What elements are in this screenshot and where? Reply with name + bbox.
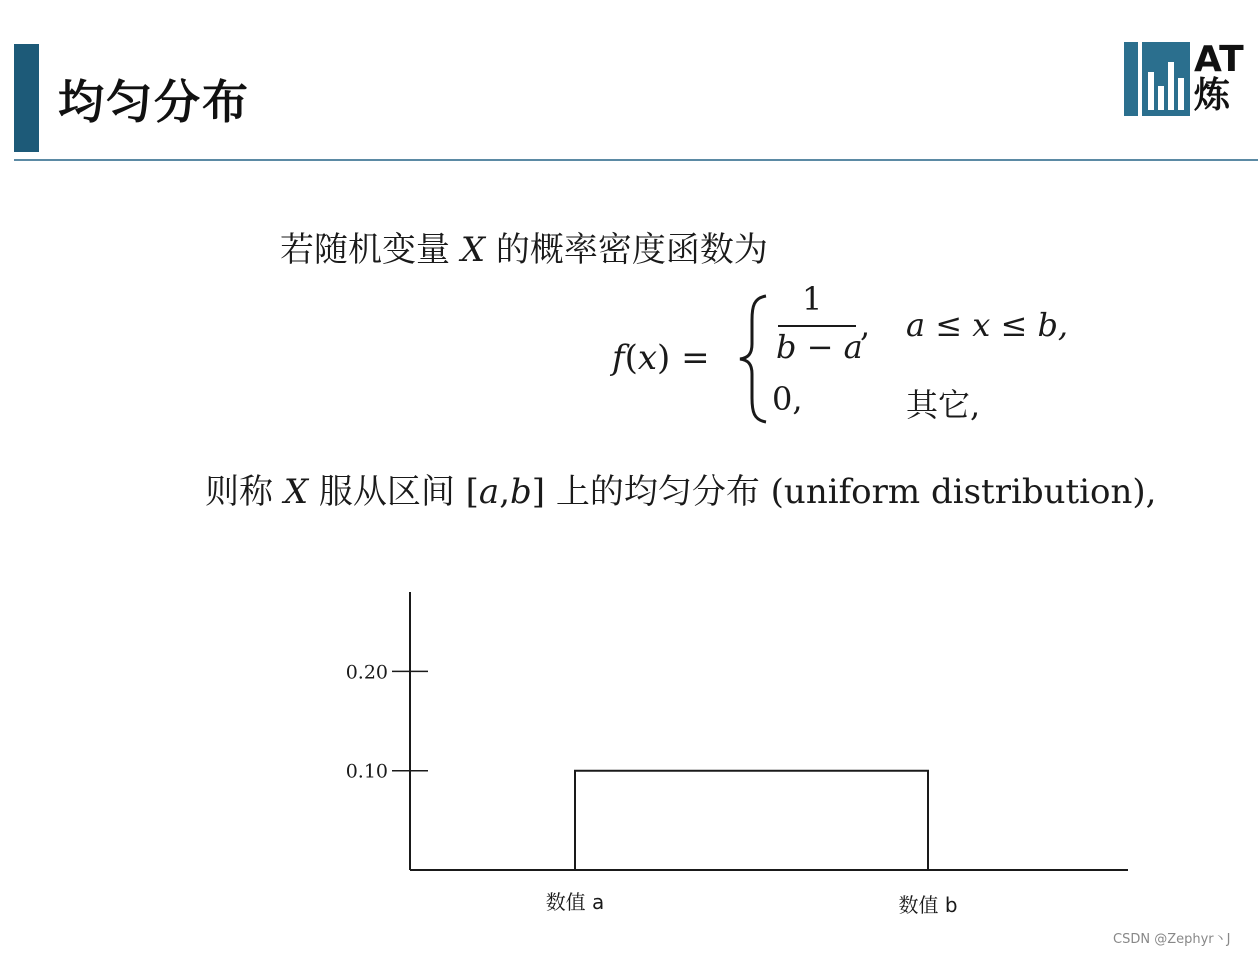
intro-sentence [280, 222, 768, 271]
density-rectangle [575, 771, 928, 870]
fraction-bar [778, 325, 856, 327]
formula-lhs [612, 338, 710, 378]
density-formula [612, 280, 1092, 430]
x-tick-label: 数值 a [545, 890, 605, 914]
logo-text-top: AT [1194, 40, 1244, 80]
fraction-denominator: b − a [776, 328, 863, 366]
conclusion-prefix: 则称 [205, 472, 273, 512]
formula-open-paren: ( [624, 338, 638, 378]
interval-comma: , [499, 472, 511, 512]
conclusion-variable: X [283, 472, 309, 512]
logo-text-bottom: 炼 [1194, 75, 1231, 116]
formula-x: x [637, 338, 658, 378]
intro-variable: X [460, 230, 486, 270]
case2-value: 0, [772, 380, 803, 418]
conclusion-suffix: 上的均匀分布 (uniform distribution), [555, 472, 1157, 512]
y-tick-label: 0.20 [345, 661, 388, 684]
logo-mark-icon [1124, 42, 1190, 116]
intro-suffix: 的概率密度函数为 [495, 230, 768, 270]
fraction-numerator: 1 [802, 280, 823, 318]
conclusion-sentence [205, 464, 1156, 513]
left-brace-icon [732, 294, 772, 424]
title-divider [14, 159, 1258, 161]
y-tick-label: 0.10 [345, 760, 388, 783]
x-tick-label: 数值 b [898, 893, 958, 917]
case1-comma: , [860, 306, 871, 344]
title-accent-bar [14, 44, 39, 152]
conclusion-mid: 服从区间 [318, 472, 455, 512]
formula-close-paren-equals: ) = [657, 338, 710, 378]
watermark: CSDN @Zephyr丶J [1113, 932, 1231, 947]
slide-title: 均匀分布 [58, 75, 250, 129]
uniform-density-chart [330, 580, 1150, 930]
interval-a: a [478, 472, 500, 512]
case1-condition: a ≤ x ≤ b, [906, 306, 1069, 344]
case2-condition: 其它, [906, 386, 981, 424]
interval-open: [ [465, 472, 479, 512]
interval-close: ] [531, 472, 546, 512]
interval-b: b [510, 472, 532, 512]
logo [1124, 40, 1258, 120]
formula-f: f [612, 338, 625, 378]
intro-prefix: 若随机变量 [280, 230, 450, 270]
